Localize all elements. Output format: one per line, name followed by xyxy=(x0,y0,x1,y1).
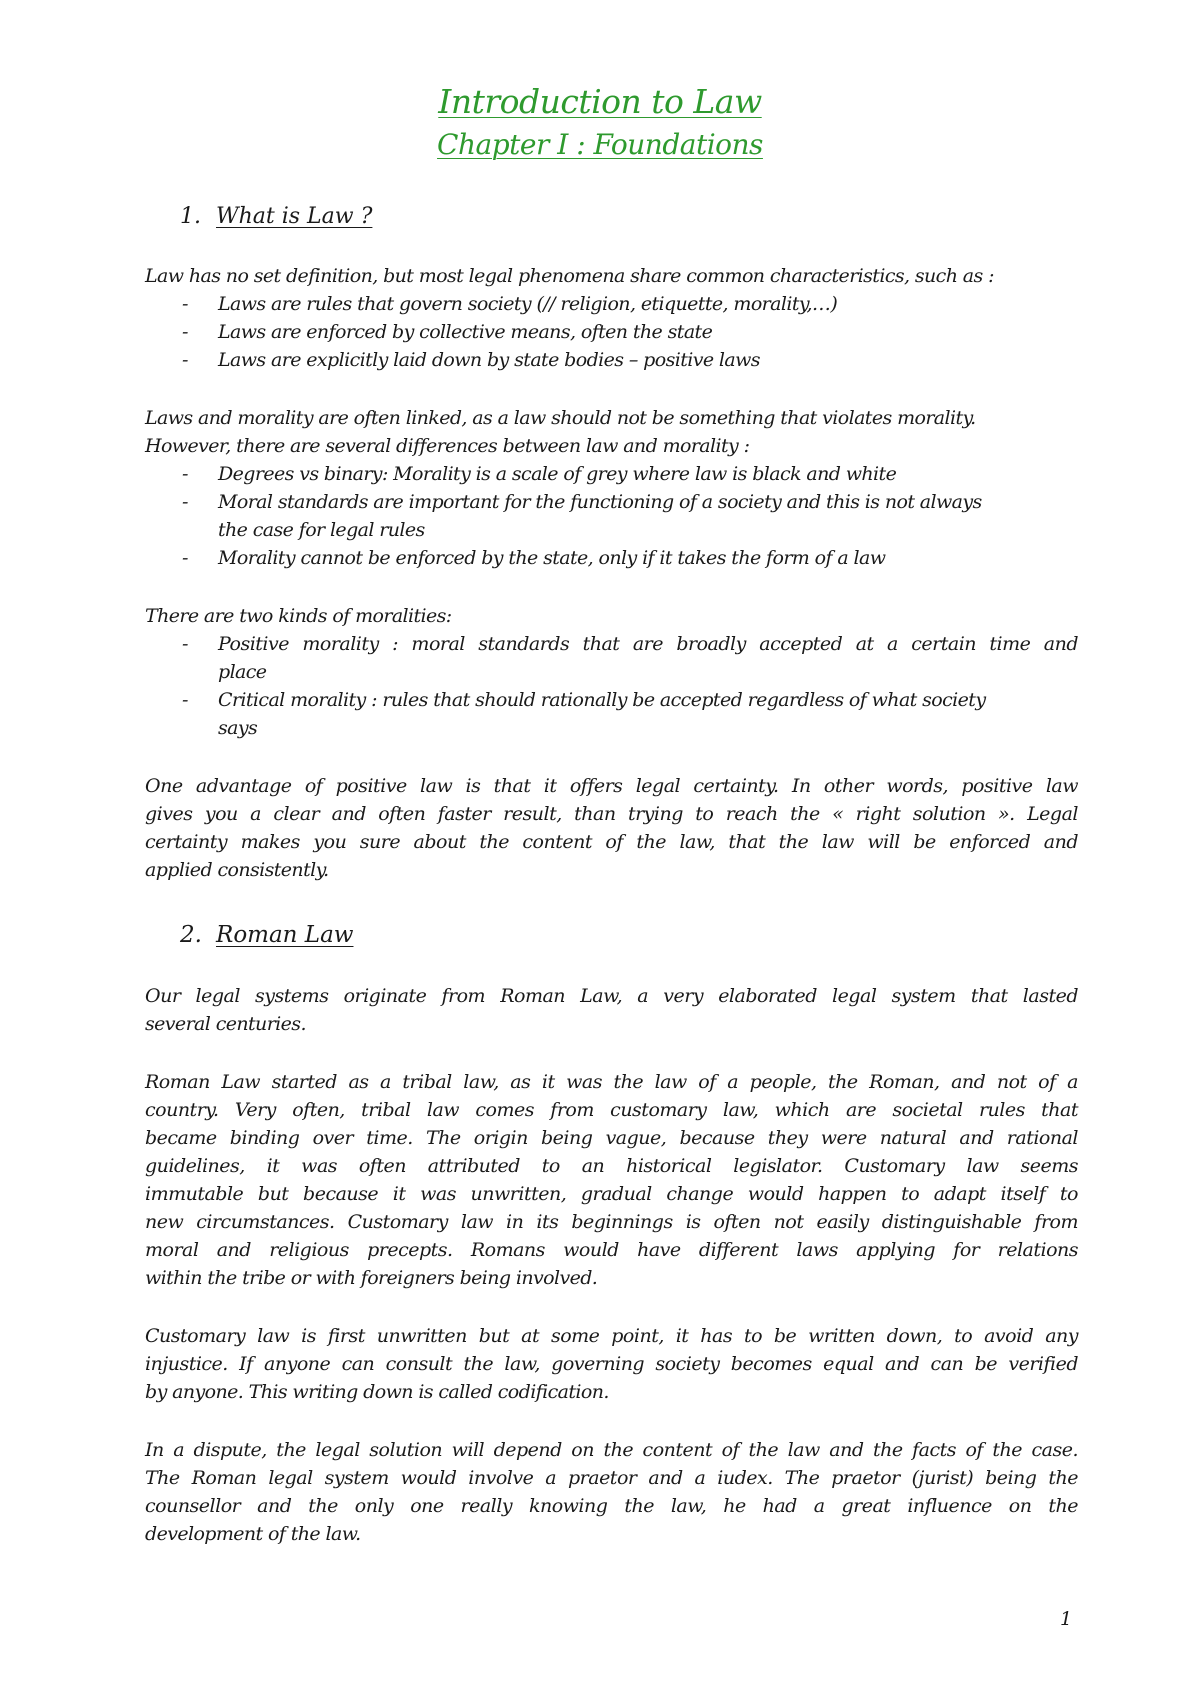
bullet-dash: - xyxy=(182,689,189,711)
list-item: Laws are explicitly laid down by state bodies – positive laws xyxy=(218,349,760,371)
list-item: Positive morality : moral standards that are broadly accepted at a certain time and xyxy=(218,633,1078,655)
paragraph-line: several centuries. xyxy=(145,1013,306,1035)
paragraph-line: certainty makes you sure about the content of the law, that the law will be enforced and xyxy=(145,831,1078,853)
paragraph-line: The Roman legal system would involve a praetor and a iudex. The praetor (jurist) being the xyxy=(145,1467,1078,1489)
paragraph-line: counsellor and the only one really knowing the law, he had a great influence on the xyxy=(145,1495,1078,1517)
paragraph-line: However, there are several differences between law and morality : xyxy=(145,435,750,457)
bullet-dash: - xyxy=(182,321,189,343)
document-subtitle: Chapter I : Foundations xyxy=(437,128,763,161)
document-title: Introduction to Law xyxy=(438,82,762,121)
bullet-dash: - xyxy=(182,547,189,569)
bullet-dash: - xyxy=(182,349,189,371)
paragraph-line: Our legal systems originate from Roman Law, a very elaborated legal system that lasted xyxy=(145,985,1078,1007)
bullet-dash: - xyxy=(182,633,189,655)
paragraph-line: injustice. If anyone can consult the law, governing society becomes equal and can be verified xyxy=(145,1353,1078,1375)
bullet-dash: - xyxy=(182,463,189,485)
bullet-dash: - xyxy=(182,293,189,315)
section-title: Roman Law xyxy=(216,922,354,948)
paragraph-line: One advantage of positive law is that it offers legal certainty. In other words, positive law xyxy=(145,775,1078,797)
paragraph-line: development of the law. xyxy=(145,1523,361,1545)
paragraph-line: became binding over time. The origin being vague, because they were natural and rational xyxy=(145,1127,1078,1149)
section-title: What is Law ? xyxy=(216,204,373,229)
paragraph-line: In a dispute, the legal solution will depend on the content of the law and the facts of the case. xyxy=(145,1439,1078,1461)
paragraph-line: country. Very often, tribal law comes from customary law, which are societal rules that xyxy=(145,1099,1078,1121)
section-number: 1. xyxy=(180,204,201,229)
list-item: Critical morality : rules that should rationally be accepted regardless of what society xyxy=(218,689,986,711)
paragraph-line: immutable but because it was unwritten, gradual change would happen to adapt itself to xyxy=(145,1183,1078,1205)
list-item: Morality cannot be enforced by the state, only if it takes the form of a law xyxy=(218,547,886,569)
paragraph-line: moral and religious precepts. Romans would have different laws applying for relations xyxy=(145,1239,1078,1261)
paragraph-line: applied consistently. xyxy=(145,859,329,881)
list-item: Laws are enforced by collective means, often the state xyxy=(218,321,713,343)
section-heading-roman-law xyxy=(180,922,353,948)
list-item-continuation: says xyxy=(218,717,258,739)
paragraph-line: Roman Law started as a tribal law, as it was the law of a people, the Roman, and not of a xyxy=(145,1071,1078,1093)
section-number: 2. xyxy=(180,922,202,948)
list-item-continuation: the case for legal rules xyxy=(218,519,425,541)
paragraph-line: There are two kinds of moralities: xyxy=(145,605,452,627)
paragraph-line: within the tribe or with foreigners being involved. xyxy=(145,1267,598,1289)
paragraph-line: gives you a clear and often faster result, than trying to reach the « right solution ». Legal xyxy=(145,803,1078,825)
section-heading-what-is-law xyxy=(180,204,372,229)
list-item: Laws are rules that govern society (// religion, etiquette, morality,…) xyxy=(218,293,838,315)
paragraph-line: guidelines, it was often attributed to an historical legislator. Customary law seems xyxy=(145,1155,1078,1177)
list-item: Degrees vs binary: Morality is a scale of grey where law is black and white xyxy=(218,463,897,485)
paragraph-line: Customary law is first unwritten but at some point, it has to be written down, to avoid any xyxy=(145,1325,1078,1347)
list-item: Moral standards are important for the functioning of a society and this is not always xyxy=(218,491,982,513)
intro-paragraph: Law has no set definition, but most legal phenomena share common characteristics, such as : xyxy=(145,265,994,287)
paragraph-line: by anyone. This writing down is called codification. xyxy=(145,1381,609,1403)
bullet-dash: - xyxy=(182,491,189,513)
paragraph-line: Laws and morality are often linked, as a law should not be something that violates morality. xyxy=(145,407,976,429)
list-item-continuation: place xyxy=(218,661,267,683)
page-number: 1 xyxy=(1060,1608,1073,1630)
paragraph-line: new circumstances. Customary law in its beginnings is often not easily distinguishable from xyxy=(145,1211,1078,1233)
